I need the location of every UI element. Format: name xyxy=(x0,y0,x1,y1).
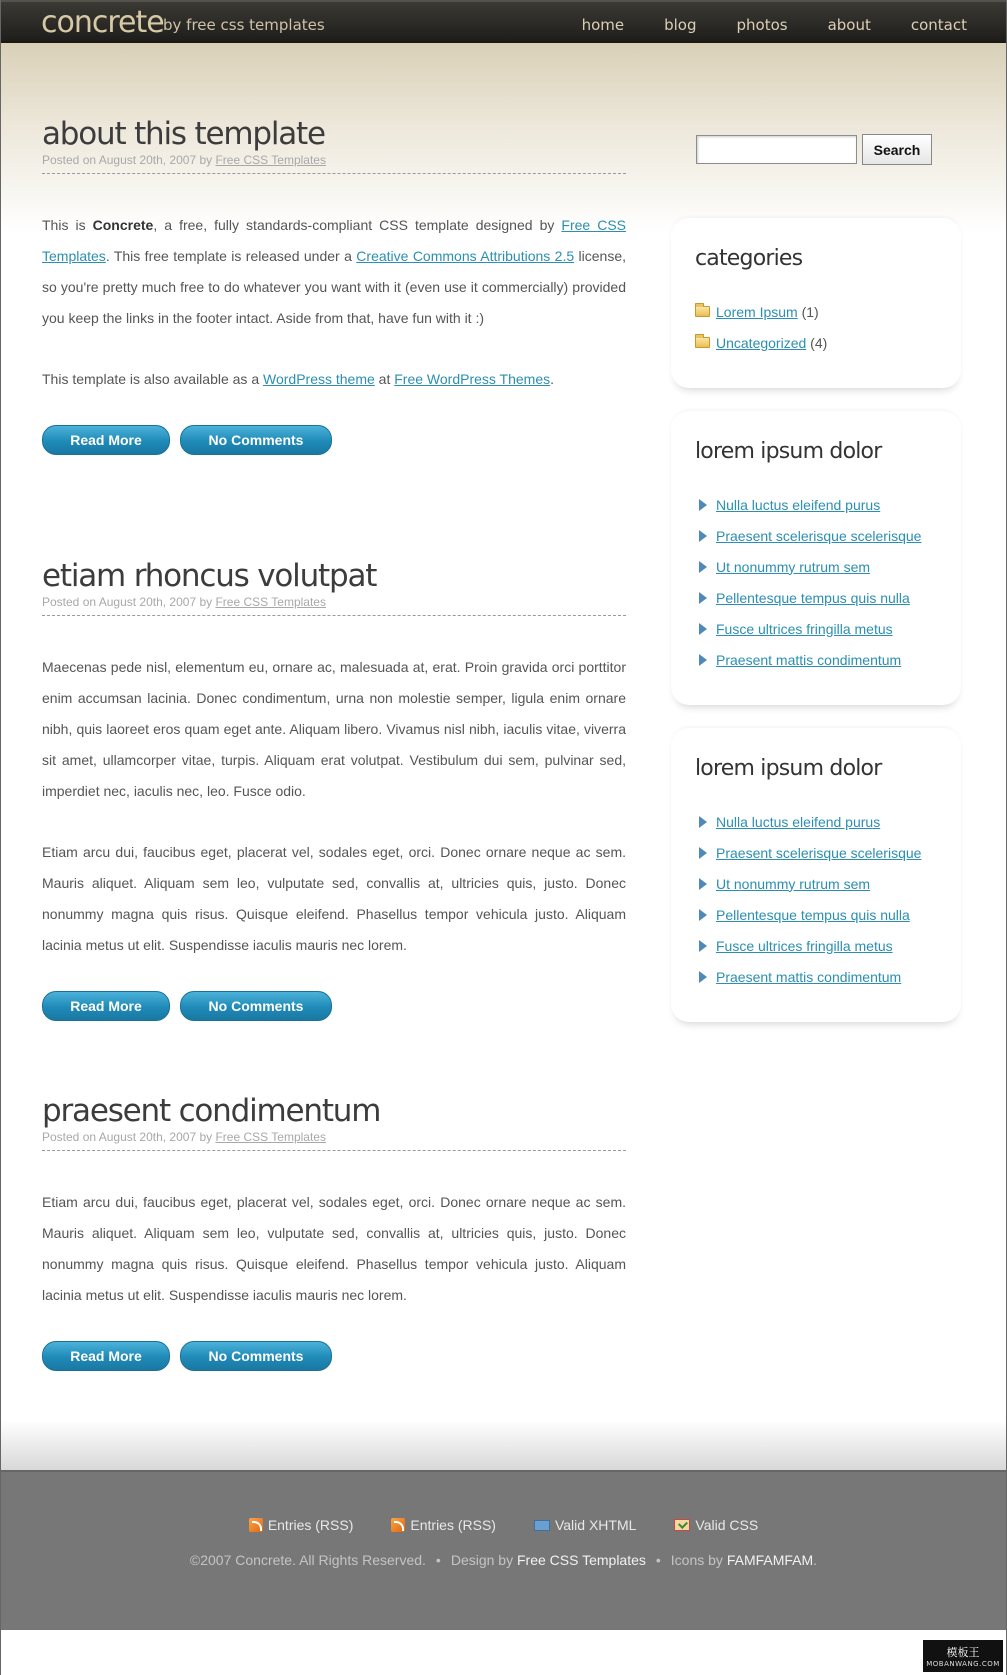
icons-link[interactable]: FAMFAMFAM xyxy=(726,1552,814,1568)
comments-button[interactable]: No Comments xyxy=(180,425,332,455)
post-body xyxy=(42,210,626,395)
post-author-link[interactable]: Free CSS Templates xyxy=(215,1130,326,1144)
list-item xyxy=(695,582,921,613)
sidebar-link[interactable]: Pellentesque tempus quis nulla xyxy=(716,589,910,606)
sidebar-link[interactable]: Praesent scelerisque scelerisque xyxy=(716,527,922,544)
valid-xhtml-link[interactable] xyxy=(534,1517,636,1533)
separator: • xyxy=(435,1552,441,1568)
watermark-sub: MOBANWANG.COM xyxy=(926,1660,1000,1668)
design-link[interactable]: Free CSS Templates xyxy=(516,1552,646,1568)
watermark-title: 模板王 xyxy=(946,1646,980,1659)
watermark-logo xyxy=(923,1640,1003,1672)
post-title[interactable]: praesent condimentum xyxy=(42,1093,381,1129)
rss-icon xyxy=(249,1518,263,1532)
list-item xyxy=(695,551,921,582)
site-footer xyxy=(0,1470,1007,1630)
nav-home[interactable]: home xyxy=(581,16,625,34)
post-body xyxy=(42,1187,626,1311)
post-author-link[interactable]: Free CSS Templates xyxy=(215,153,326,167)
list-item xyxy=(695,644,921,675)
text: license, so you're pretty much free to do whatever you want with it (even use it commercially) provided you keep the links in the footer intact. Aside from that, have fun with it :) xyxy=(42,248,627,326)
post xyxy=(42,116,626,455)
list-item xyxy=(695,837,921,868)
folder-icon xyxy=(695,306,710,317)
arrow-right-icon xyxy=(699,816,707,828)
widget-title: lorem ipsum dolor xyxy=(695,756,882,781)
post-title[interactable]: about this template xyxy=(42,116,325,152)
category-count: (4) xyxy=(810,334,828,351)
read-more-button[interactable]: Read More xyxy=(42,425,170,455)
css-icon xyxy=(674,1519,690,1531)
footer-fade xyxy=(0,1420,1007,1470)
free-css-link[interactable]: Free CSS Templates xyxy=(42,217,626,264)
category-count: (1) xyxy=(801,303,819,320)
post-meta-date: Posted on August 20th, 2007 by xyxy=(42,1130,216,1144)
category-link[interactable]: Uncategorized xyxy=(716,334,807,351)
sidebar-link[interactable]: Praesent scelerisque scelerisque xyxy=(716,844,922,861)
text: This is xyxy=(42,217,93,233)
post-actions xyxy=(42,1341,626,1371)
wordpress-theme-link[interactable]: WordPress theme xyxy=(263,371,375,387)
nav-photos[interactable]: photos xyxy=(736,16,788,34)
arrow-right-icon xyxy=(699,530,707,542)
post-meta xyxy=(42,595,626,616)
text: This template is also available as a xyxy=(42,371,263,387)
comments-button[interactable]: No Comments xyxy=(180,1341,332,1371)
icons-by-text: Icons by xyxy=(670,1552,727,1568)
text: . This free template is released under a xyxy=(105,248,357,264)
footer-link-label: Entries (RSS) xyxy=(410,1517,496,1533)
list-item xyxy=(695,806,921,837)
folder-icon xyxy=(695,337,710,348)
list-item xyxy=(695,899,921,930)
main-nav xyxy=(582,16,967,34)
post-actions xyxy=(42,425,626,455)
list-item xyxy=(695,296,827,327)
free-wordpress-themes-link[interactable]: Free WordPress Themes xyxy=(394,371,551,387)
post-title[interactable]: etiam rhoncus volutpat xyxy=(42,558,377,594)
comments-button[interactable]: No Comments xyxy=(180,991,332,1021)
sidebar-link[interactable]: Fusce ultrices fringilla metus xyxy=(716,620,893,637)
post-meta-date: Posted on August 20th, 2007 by xyxy=(42,153,216,167)
arrow-right-icon xyxy=(699,592,707,604)
list-item xyxy=(695,520,921,551)
category-link[interactable]: Lorem Ipsum xyxy=(716,303,798,320)
link-list xyxy=(695,489,921,675)
text: at xyxy=(374,371,395,387)
arrow-right-icon xyxy=(699,561,707,573)
design-by-text: Design by xyxy=(450,1552,517,1568)
search-input[interactable] xyxy=(696,135,857,164)
nav-about[interactable]: about xyxy=(827,16,871,34)
page-bottom xyxy=(0,1630,1007,1675)
list-item xyxy=(695,961,921,992)
post xyxy=(42,1093,626,1371)
footer-credits xyxy=(0,1552,1007,1568)
rss-entries-link[interactable] xyxy=(391,1517,496,1533)
separator: • xyxy=(655,1552,661,1568)
category-list xyxy=(695,296,827,358)
footer-link-label: Entries (RSS) xyxy=(267,1517,354,1533)
nav-contact[interactable]: contact xyxy=(910,16,967,34)
arrow-right-icon xyxy=(699,499,707,511)
categories-widget xyxy=(671,218,961,388)
post-meta-date: Posted on August 20th, 2007 by xyxy=(42,595,216,609)
copyright-text: ©2007 Concrete. All Rights Reserved. xyxy=(189,1552,426,1568)
post-paragraph xyxy=(42,364,626,395)
xhtml-icon xyxy=(534,1520,550,1531)
footer-link-label: Valid CSS xyxy=(695,1517,759,1533)
arrow-right-icon xyxy=(699,623,707,635)
text-bold: Concrete xyxy=(92,217,154,233)
post-actions xyxy=(42,991,626,1021)
post-body xyxy=(42,652,626,961)
post-meta xyxy=(42,1130,626,1151)
sidebar-link[interactable]: Pellentesque tempus quis nulla xyxy=(716,906,910,923)
arrow-right-icon xyxy=(699,971,707,983)
post-paragraph xyxy=(42,210,626,334)
sidebar-link[interactable]: Fusce ultrices fringilla metus xyxy=(716,937,893,954)
arrow-right-icon xyxy=(699,847,707,859)
links-widget xyxy=(671,411,961,705)
list-item xyxy=(695,489,921,520)
arrow-right-icon xyxy=(699,909,707,921)
footer-link-label: Valid XHTML xyxy=(554,1517,637,1533)
links-widget xyxy=(671,728,961,1022)
read-more-button[interactable]: Read More xyxy=(42,1341,170,1371)
rss-icon xyxy=(391,1518,405,1532)
sidebar-link[interactable]: Praesent mattis condimentum xyxy=(716,651,902,668)
list-item xyxy=(695,327,827,358)
arrow-right-icon xyxy=(699,940,707,952)
valid-css-link[interactable] xyxy=(674,1517,758,1533)
post-paragraph: Etiam arcu dui, faucibus eget, placerat vel, sodales eget, orci. Donec ornare neque ac sem. Mauris aliquet. Aliquam sem leo, vulputate sed, convallis at, ultricies quis, justo. Donec nonummy magna quis risus. Quisque eleifend. Phasellus tempor vehicula justo. Aliquam lacinia metus ut elit. Suspendisse iaculis mauris nec lorem. xyxy=(42,844,626,953)
sidebar-link[interactable]: Nulla luctus eleifend purus xyxy=(716,496,881,513)
read-more-button[interactable]: Read More xyxy=(42,991,170,1021)
rss-entries-link[interactable] xyxy=(249,1517,354,1533)
post-paragraph: Etiam arcu dui, faucibus eget, placerat vel, sodales eget, orci. Donec ornare neque ac sem. Mauris aliquet. Aliquam sem leo, vulputate sed, convallis at, ultricies quis, justo. Donec nonummy magna quis risus. Quisque eleifend. Phasellus tempor vehicula justo. Aliquam lacinia metus ut elit. Suspendisse iaculis mauris nec lorem. xyxy=(42,1194,626,1303)
post-paragraph: Maecenas pede nisl, elementum eu, ornare ac, malesuada at, erat. Proin gravida orci porttitor enim accumsan lacinia. Donec condimentum, urna non molestie semper, ligula enim ornare nibh, quis laoreet eros quam eget ante. Aliquam libero. Vivamus nisl nibh, iaculis vitae, viverra sit amet, ullamcorper vitae, turpis. Aliquam erat volutpat. Vestibulum dui sem, pulvinar sed, imperdiet nec, iaculis nec, leo. Fusce odio. xyxy=(42,659,626,799)
period: . xyxy=(813,1552,818,1568)
logo[interactable]: concrete xyxy=(41,5,164,40)
list-item xyxy=(695,868,921,899)
sidebar-link[interactable]: Ut nonummy rutrum sem xyxy=(716,558,871,575)
post-author-link[interactable]: Free CSS Templates xyxy=(215,595,326,609)
sidebar-link[interactable]: Nulla luctus eleifend purus xyxy=(716,813,881,830)
arrow-right-icon xyxy=(699,878,707,890)
list-item xyxy=(695,930,921,961)
widget-title: categories xyxy=(695,246,803,271)
list-item xyxy=(695,613,921,644)
sidebar-link[interactable]: Praesent mattis condimentum xyxy=(716,968,902,985)
link-list xyxy=(695,806,921,992)
creative-commons-link[interactable]: Creative Commons Attributions 2.5 xyxy=(356,248,575,264)
text: , a free, fully standards-compliant CSS template designed by xyxy=(153,217,562,233)
widget-title: lorem ipsum dolor xyxy=(695,439,882,464)
nav-blog[interactable]: blog xyxy=(664,16,697,34)
search-button[interactable]: Search xyxy=(862,134,932,165)
logo-tagline: by free css templates xyxy=(163,16,325,34)
site-header xyxy=(0,0,1007,43)
post xyxy=(42,558,626,1021)
post-meta xyxy=(42,153,626,174)
text: . xyxy=(550,371,555,387)
sidebar-link[interactable]: Ut nonummy rutrum sem xyxy=(716,875,871,892)
footer-links xyxy=(0,1517,1007,1533)
arrow-right-icon xyxy=(699,654,707,666)
